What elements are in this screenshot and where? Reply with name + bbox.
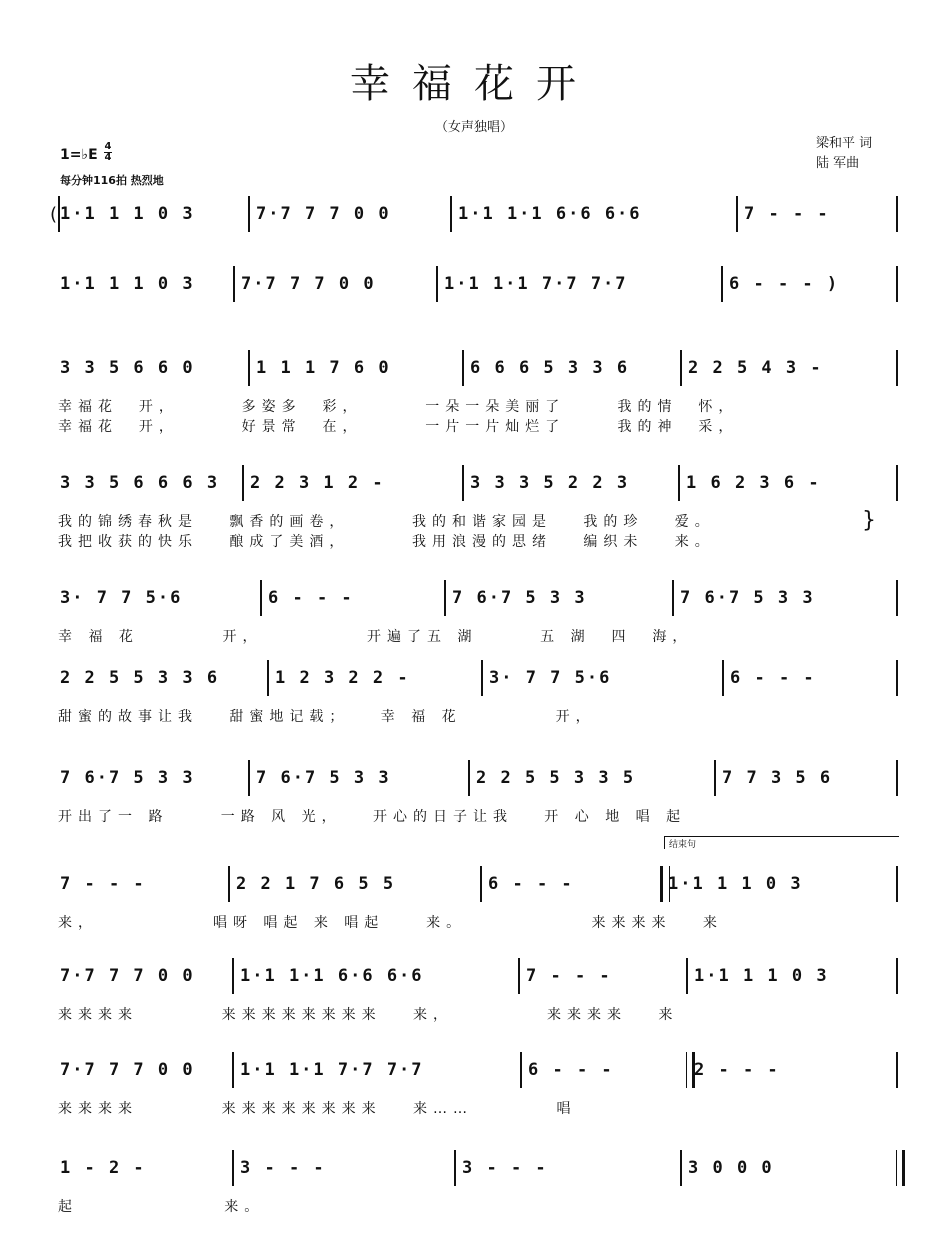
barline [462, 350, 464, 386]
measure [680, 580, 894, 620]
measure [694, 1052, 894, 1092]
measure-notes: 7·7 7 7 0 0 [241, 274, 376, 294]
measure-notes: 7 6·7 5 3 3 [60, 768, 195, 788]
barline [714, 760, 716, 796]
barline [232, 958, 234, 994]
barline [680, 1150, 682, 1186]
measure [240, 1052, 518, 1092]
time-signature-bottom: 4 [104, 152, 112, 163]
measure-notes: 3 - - - [462, 1158, 548, 1178]
measure-notes: 2 2 3 1 2 - [250, 473, 385, 493]
measure-notes: 2 - - - [694, 1060, 780, 1080]
measure [256, 196, 448, 236]
measure-notes: 7 7 3 5 6 [722, 768, 833, 788]
barline [896, 1052, 898, 1088]
lyric-line: 幸 福 花 开， 开遍了五 湖 五 湖 四 海， [58, 629, 693, 645]
measure-notes: 3 3 3 5 2 2 3 [470, 473, 630, 493]
measure-notes: 7 - - - [60, 874, 146, 894]
measure-notes: 7 - - - [744, 204, 830, 224]
barline [454, 1150, 456, 1186]
barline [233, 266, 235, 302]
measure [275, 660, 479, 700]
measure [60, 266, 225, 306]
measure-notes: 6 - - - ) [729, 274, 840, 294]
measure [528, 1052, 684, 1092]
measure-notes: 3 3 5 6 6 6 3 [60, 473, 220, 493]
barline [672, 580, 674, 616]
measure-notes: 2 2 5 5 3 3 5 [476, 768, 636, 788]
ending-label: 结束句 [664, 836, 899, 849]
staff-system [58, 958, 898, 1048]
measure-notes: 7 6·7 5 3 3 [680, 588, 815, 608]
measure [722, 760, 894, 800]
lyric-line: 幸福花 开， 多姿多 彩， 一朵一朵美丽了 我的情 怀， [58, 399, 739, 415]
measure-notes: 7·7 7 7 0 0 [60, 966, 195, 986]
barline [896, 465, 898, 501]
measure [60, 580, 252, 620]
staff-system [58, 350, 898, 440]
measure [268, 580, 442, 620]
measure-notes: 1·1 1·1 7·7 7·7 [240, 1060, 424, 1080]
intro-parenthesis: ( [50, 204, 58, 225]
measure-notes: 1·1 1·1 6·6 6·6 [240, 966, 424, 986]
barline [722, 660, 724, 696]
measure [60, 760, 240, 800]
measure [462, 1150, 678, 1190]
measure [688, 1150, 894, 1190]
measure [241, 266, 434, 306]
measure-notes: 7·7 7 7 0 0 [256, 204, 391, 224]
staff-system [58, 465, 898, 555]
measure-notes: 1 - 2 - [60, 1158, 146, 1178]
measure [236, 866, 478, 906]
barline [896, 958, 898, 994]
measure-notes: 3 3 5 6 6 0 [60, 358, 195, 378]
barline [896, 350, 898, 386]
staff-system [58, 1052, 898, 1142]
barline [896, 866, 898, 902]
measure [60, 1052, 224, 1092]
barline [242, 465, 244, 501]
measure [526, 958, 684, 998]
barline [896, 760, 898, 796]
lyric-line: 我的锦绣春秋是 飘香的画卷， 我的和谐家园是 我的珍 爱。 [58, 514, 715, 530]
barline [248, 350, 250, 386]
composer-credit: 陆 军曲 [816, 156, 860, 171]
barline [736, 196, 738, 232]
lyric-line: 幸福花 开， 好景常 在， 一片一片灿烂了 我的神 采， [58, 419, 739, 435]
measure [256, 760, 466, 800]
measure-notes: 1 1 1 7 6 0 [256, 358, 391, 378]
measure-notes: 7 6·7 5 3 3 [452, 588, 587, 608]
measure-notes: 1·1 1 1 0 3 [60, 274, 195, 294]
measure-notes: 2 2 1 7 6 5 5 [236, 874, 396, 894]
measure-notes: 3 0 0 0 [688, 1158, 774, 1178]
barline [518, 958, 520, 994]
measure-notes: 7 - - - [526, 966, 612, 986]
barline [444, 580, 446, 616]
measure [489, 660, 720, 700]
measure-notes: 1 6 2 3 6 - [686, 473, 821, 493]
staff-system [58, 660, 898, 750]
barline [686, 958, 688, 994]
measure-notes: 1·1 1·1 7·7 7·7 [444, 274, 628, 294]
lyric-line: 我把收获的快乐 酿成了美酒， 我用浪漫的思绪 编织未 来。 [58, 534, 715, 550]
staff-system [58, 580, 898, 670]
barline [462, 465, 464, 501]
tempo-marking: 每分钟116拍 热烈地 [60, 174, 164, 187]
measure-notes: 1·1 1 1 0 3 [60, 204, 195, 224]
barline [232, 1052, 234, 1088]
measure-notes: 6 - - - [488, 874, 574, 894]
lyric-line: 起 来。 [58, 1199, 265, 1215]
measure-notes: 3· 7 7 5·6 [60, 588, 183, 608]
measure-notes: 3 - - - [240, 1158, 326, 1178]
barline [896, 1150, 905, 1186]
measure [470, 350, 678, 390]
barline [481, 660, 483, 696]
measure [686, 465, 894, 505]
staff-system [58, 266, 898, 356]
measure [694, 958, 894, 998]
measure-notes: 1·1 1·1 6·6 6·6 [458, 204, 642, 224]
measure [476, 760, 712, 800]
lyric-line: 甜蜜的故事让我 甜蜜地记载； 幸 福 花 开， [58, 709, 596, 725]
barline [260, 580, 262, 616]
barline [721, 266, 723, 302]
measure [60, 196, 240, 236]
barline [267, 660, 269, 696]
staff-system [58, 866, 898, 956]
measure [60, 465, 234, 505]
measure-notes: 7·7 7 7 0 0 [60, 1060, 195, 1080]
barline [520, 1052, 522, 1088]
measure [240, 1150, 452, 1190]
barline [896, 660, 898, 696]
barline [896, 580, 898, 616]
barline [480, 866, 482, 902]
measure [668, 866, 894, 906]
staff-system [58, 1150, 898, 1240]
measure [730, 660, 894, 700]
barline [228, 866, 230, 902]
measure-notes: 6 - - - [268, 588, 354, 608]
measure [458, 196, 734, 236]
measure-notes: 1·1 1 1 0 3 [694, 966, 829, 986]
measure [60, 350, 240, 390]
measure-notes: 6 - - - [528, 1060, 614, 1080]
subtitle: （女声独唱） [434, 120, 513, 135]
measure [470, 465, 676, 505]
measure-notes: 2 2 5 5 3 3 6 [60, 668, 220, 688]
measure-notes: 6 - - - [730, 668, 816, 688]
barline [450, 196, 452, 232]
measure [60, 958, 224, 998]
measure-notes: 1·1 1 1 0 3 [668, 874, 803, 894]
verse-brace: } [862, 508, 876, 533]
lyric-line: 来来来来 来来来来来来来来 来…… 唱 [58, 1101, 577, 1117]
lyric-line: 开出了一 路 一路 风 光， 开心的日子让我 开 心 地 唱 起 [58, 809, 687, 825]
lyricist-credit: 梁和平 词 [816, 136, 873, 151]
measure [488, 866, 658, 906]
measure-notes: 1 2 3 2 2 - [275, 668, 410, 688]
measure [250, 465, 460, 505]
barline [896, 196, 898, 232]
barline [232, 1150, 234, 1186]
measure-notes: 2 2 5 4 3 - [688, 358, 823, 378]
barline [468, 760, 470, 796]
measure [688, 350, 894, 390]
key-signature: 1=♭E [60, 147, 98, 163]
measure [60, 660, 259, 700]
measure-notes: 6 6 6 5 3 3 6 [470, 358, 630, 378]
lyric-line: 来来来来 来来来来来来来来 来， 来来来来 来 [58, 1007, 679, 1023]
measure [452, 580, 670, 620]
measure [240, 958, 516, 998]
barline [248, 196, 250, 232]
measure-notes: 3· 7 7 5·6 [489, 668, 612, 688]
measure [256, 350, 460, 390]
barline [896, 266, 898, 302]
measure [60, 1150, 224, 1190]
barline [678, 465, 680, 501]
time-signature [104, 142, 112, 163]
measure [444, 266, 719, 306]
lyric-line: 来， 唱呀 唱起 来 唱起 来。 来来来来 来 [58, 915, 723, 931]
measure-notes: 7 6·7 5 3 3 [256, 768, 391, 788]
measure [729, 266, 894, 306]
page-title: 幸福花开 [350, 61, 598, 107]
measure [744, 196, 894, 236]
barline [680, 350, 682, 386]
barline [436, 266, 438, 302]
time-signature-top: 4 [104, 141, 112, 152]
measure [60, 866, 220, 906]
barline [248, 760, 250, 796]
